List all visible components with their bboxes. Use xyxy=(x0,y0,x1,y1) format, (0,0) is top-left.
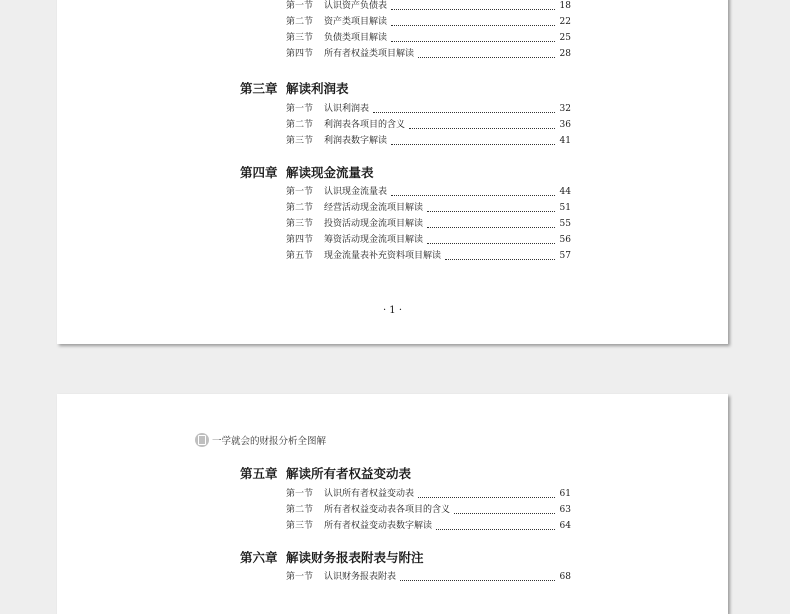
section-page: 44 xyxy=(559,187,571,197)
section-title: 认识财务报表附表 xyxy=(324,572,397,582)
section-number: 第一节 xyxy=(286,1,314,11)
section-title: 认识现金流量表 xyxy=(324,187,388,197)
chapter-title: 解读所有者权益变动表 xyxy=(286,466,412,481)
section-page: 36 xyxy=(559,120,571,130)
toc-page-1 xyxy=(57,0,728,344)
section-number: 第四节 xyxy=(286,49,314,59)
leader-dots xyxy=(445,258,555,260)
toc-section-row xyxy=(286,184,571,198)
section-page: 18 xyxy=(559,1,571,11)
toc-section-row xyxy=(286,200,571,214)
section-title: 认识利润表 xyxy=(324,104,370,114)
section-number: 第一节 xyxy=(286,489,314,499)
section-title: 所有者权益变动表各项目的含义 xyxy=(324,505,451,515)
section-page: 28 xyxy=(559,49,571,59)
chapter-number: 第三章 xyxy=(240,81,278,96)
leader-dots xyxy=(409,127,555,129)
toc-section-row xyxy=(286,486,571,500)
toc-section-row xyxy=(286,569,571,583)
section-title: 筹资活动现金流项目解读 xyxy=(324,235,424,245)
leader-dots xyxy=(454,512,555,514)
book-title: 一学就会的财报分析全图解 xyxy=(212,436,327,447)
chapter-heading xyxy=(240,548,424,566)
section-page: 32 xyxy=(559,104,571,114)
section-number: 第一节 xyxy=(286,104,314,114)
toc-section-row xyxy=(286,232,571,246)
section-number: 第三节 xyxy=(286,33,314,43)
section-number: 第二节 xyxy=(286,203,314,213)
section-title: 认识所有者权益变动表 xyxy=(324,489,415,499)
chapter-title: 解读利润表 xyxy=(286,81,349,96)
section-title: 资产类项目解读 xyxy=(324,17,388,27)
section-number: 第一节 xyxy=(286,572,314,582)
section-page: 25 xyxy=(559,33,571,43)
section-title: 所有者权益类项目解读 xyxy=(324,49,415,59)
leader-dots xyxy=(373,111,555,113)
toc-section-row xyxy=(286,46,571,60)
toc-section-row xyxy=(286,248,571,262)
toc-section-row xyxy=(286,518,571,532)
leader-dots xyxy=(400,579,555,581)
toc-section-row xyxy=(286,0,571,12)
section-page: 61 xyxy=(559,489,571,499)
section-number: 第三节 xyxy=(286,521,314,531)
leader-dots xyxy=(418,496,555,498)
section-page: 64 xyxy=(559,521,571,531)
chapter-heading xyxy=(240,464,411,482)
section-title: 投资活动现金流项目解读 xyxy=(324,219,424,229)
toc-section-row xyxy=(286,133,571,147)
leader-dots xyxy=(391,24,555,26)
leader-dots xyxy=(427,242,555,244)
section-page: 55 xyxy=(559,219,571,229)
page-number: · 1 · xyxy=(382,305,403,316)
toc-section-row xyxy=(286,117,571,131)
section-title: 利润表各项目的含义 xyxy=(324,120,406,130)
section-title: 负债类项目解读 xyxy=(324,33,388,43)
section-number: 第一节 xyxy=(286,187,314,197)
section-title: 经营活动现金流项目解读 xyxy=(324,203,424,213)
section-number: 第二节 xyxy=(286,120,314,130)
chapter-title: 解读财务报表附表与附注 xyxy=(286,550,424,565)
toc-section-row xyxy=(286,101,571,115)
section-number: 第四节 xyxy=(286,235,314,245)
chapter-number: 第四章 xyxy=(240,165,278,180)
toc-page-2 xyxy=(57,394,728,614)
section-title: 利润表数字解读 xyxy=(324,136,388,146)
section-number: 第三节 xyxy=(286,219,314,229)
running-header xyxy=(195,432,326,448)
leader-dots xyxy=(391,194,555,196)
section-page: 51 xyxy=(559,203,571,213)
section-number: 第二节 xyxy=(286,505,314,515)
chapter-number: 第六章 xyxy=(240,550,278,565)
section-number: 第三节 xyxy=(286,136,314,146)
toc-section-row xyxy=(286,216,571,230)
section-page: 41 xyxy=(559,136,571,146)
chapter-heading xyxy=(240,79,349,97)
toc-section-row xyxy=(286,502,571,516)
section-page: 22 xyxy=(559,17,571,27)
leader-dots xyxy=(436,528,555,530)
toc-section-row xyxy=(286,30,571,44)
chapter-number: 第五章 xyxy=(240,466,278,481)
chapter-heading xyxy=(240,163,374,181)
toc-section-row xyxy=(286,14,571,28)
section-page: 56 xyxy=(559,235,571,245)
leader-dots xyxy=(427,226,555,228)
book-icon xyxy=(195,433,209,447)
section-number: 第二节 xyxy=(286,17,314,27)
section-page: 63 xyxy=(559,505,571,515)
leader-dots xyxy=(391,40,555,42)
section-page: 57 xyxy=(559,251,571,261)
chapter-title: 解读现金流量表 xyxy=(286,165,374,180)
leader-dots xyxy=(418,56,555,58)
section-page: 68 xyxy=(559,572,571,582)
leader-dots xyxy=(391,143,555,145)
section-title: 所有者权益变动表数字解读 xyxy=(324,521,433,531)
section-number: 第五节 xyxy=(286,251,314,261)
section-title: 现金流量表补充资料项目解读 xyxy=(324,251,442,261)
leader-dots xyxy=(391,8,555,10)
leader-dots xyxy=(427,210,555,212)
section-title: 认识资产负债表 xyxy=(324,1,388,11)
